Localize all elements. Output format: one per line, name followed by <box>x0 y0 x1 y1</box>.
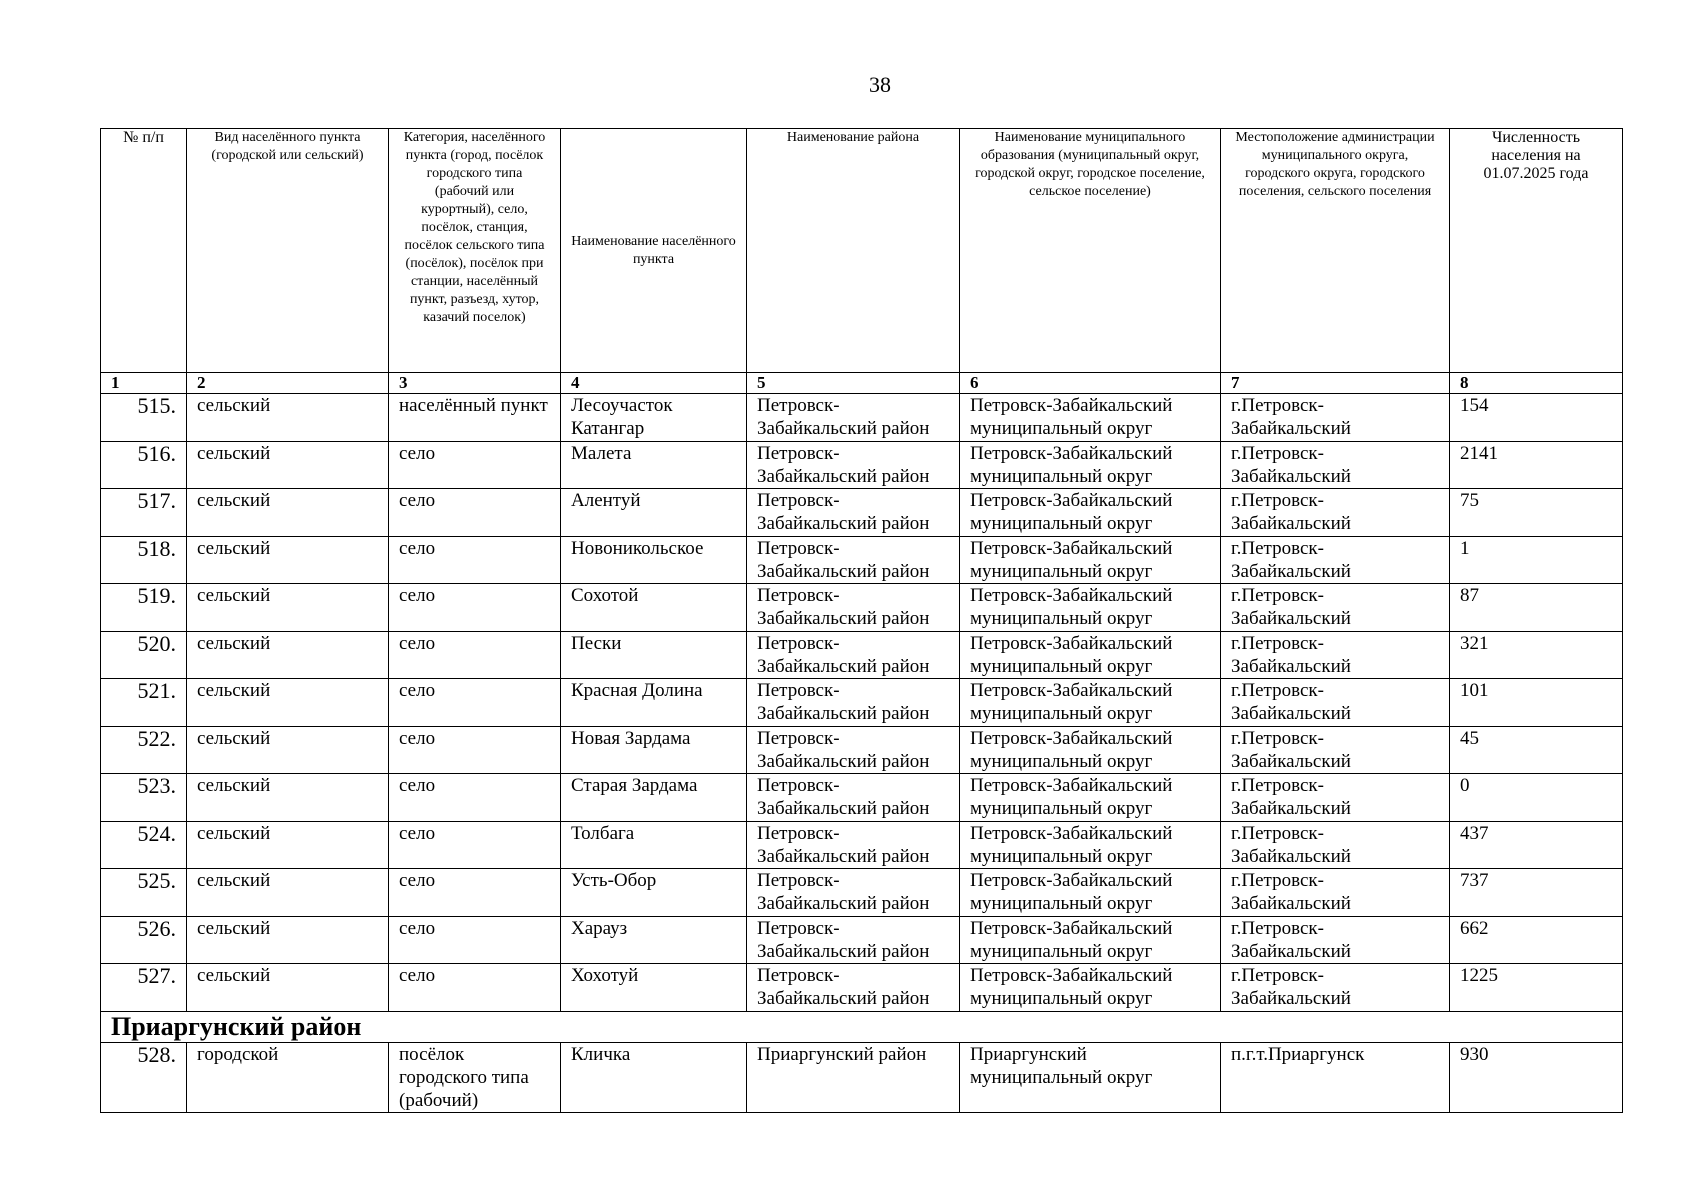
district-name: Петровск-Забайкальский район <box>747 821 960 869</box>
settlement-type: сельский <box>187 489 389 537</box>
municipality-name: Петровск-Забайкальский муниципальный округ <box>960 774 1221 822</box>
population-value: 87 <box>1450 584 1623 632</box>
settlement-category: село <box>389 821 561 869</box>
population-value: 75 <box>1450 489 1623 537</box>
settlement-type: сельский <box>187 916 389 964</box>
header-row <box>101 129 1623 373</box>
settlement-type: сельский <box>187 631 389 679</box>
settlement-name: Новая Зардама <box>561 726 747 774</box>
header-district: Наименование района <box>747 129 960 373</box>
settlement-name: Сохотой <box>561 584 747 632</box>
settlement-name: Хохотуй <box>561 964 747 1012</box>
admin-location: г.Петровск-Забайкальский <box>1221 821 1450 869</box>
header-municipality: Наименование муниципального образования (муниципальный округ, городской округ, городское поселение, сельское поселение) <box>960 129 1221 373</box>
table-row <box>101 916 1623 964</box>
settlement-name: Малета <box>561 441 747 489</box>
settlement-type: сельский <box>187 869 389 917</box>
district-name: Петровск-Забайкальский район <box>747 726 960 774</box>
admin-location: г.Петровск-Забайкальский <box>1221 726 1450 774</box>
settlement-name: Кличка <box>561 1042 747 1112</box>
settlement-category: село <box>389 679 561 727</box>
header-settlement-type: Вид населённого пункта (городской или сельский) <box>187 129 389 373</box>
settlement-category: населённый пункт <box>389 394 561 442</box>
table-row <box>101 964 1623 1012</box>
settlement-name: Алентуй <box>561 489 747 537</box>
table-row <box>101 584 1623 632</box>
admin-location: г.Петровск-Забайкальский <box>1221 679 1450 727</box>
table-row <box>101 394 1623 442</box>
row-number: 518. <box>101 536 187 584</box>
table-row <box>101 774 1623 822</box>
settlement-category: село <box>389 441 561 489</box>
column-number: 7 <box>1221 373 1450 394</box>
settlement-category: село <box>389 869 561 917</box>
admin-location: г.Петровск-Забайкальский <box>1221 536 1450 584</box>
population-value: 662 <box>1450 916 1623 964</box>
district-name: Петровск-Забайкальский район <box>747 964 960 1012</box>
row-number: 519. <box>101 584 187 632</box>
municipality-name: Петровск-Забайкальский муниципальный округ <box>960 536 1221 584</box>
admin-location: г.Петровск-Забайкальский <box>1221 394 1450 442</box>
municipality-name: Петровск-Забайкальский муниципальный округ <box>960 631 1221 679</box>
row-number: 525. <box>101 869 187 917</box>
settlement-name: Харауз <box>561 916 747 964</box>
municipality-name: Петровск-Забайкальский муниципальный округ <box>960 441 1221 489</box>
population-value: 1 <box>1450 536 1623 584</box>
admin-location: г.Петровск-Забайкальский <box>1221 441 1450 489</box>
municipality-name: Петровск-Забайкальский муниципальный округ <box>960 394 1221 442</box>
table-row <box>101 1042 1623 1112</box>
settlement-category: село <box>389 726 561 774</box>
settlement-name: Пески <box>561 631 747 679</box>
population-value: 1225 <box>1450 964 1623 1012</box>
row-number: 520. <box>101 631 187 679</box>
settlement-type: сельский <box>187 441 389 489</box>
admin-location: г.Петровск-Забайкальский <box>1221 631 1450 679</box>
settlement-category: село <box>389 584 561 632</box>
table-row <box>101 441 1623 489</box>
admin-location: г.Петровск-Забайкальский <box>1221 916 1450 964</box>
settlement-name: Лесоучасток Катангар <box>561 394 747 442</box>
column-number: 5 <box>747 373 960 394</box>
population-value: 154 <box>1450 394 1623 442</box>
header-number: № п/п <box>101 129 187 373</box>
column-number: 4 <box>561 373 747 394</box>
settlement-name: Толбага <box>561 821 747 869</box>
district-name: Петровск-Забайкальский район <box>747 394 960 442</box>
column-number: 6 <box>960 373 1221 394</box>
row-number: 522. <box>101 726 187 774</box>
settlement-type: городской <box>187 1042 389 1112</box>
admin-location: г.Петровск-Забайкальский <box>1221 869 1450 917</box>
municipality-name: Петровск-Забайкальский муниципальный округ <box>960 869 1221 917</box>
table-row <box>101 631 1623 679</box>
population-value: 2141 <box>1450 441 1623 489</box>
settlement-category: село <box>389 536 561 584</box>
settlement-type: сельский <box>187 964 389 1012</box>
row-number: 516. <box>101 441 187 489</box>
population-value: 101 <box>1450 679 1623 727</box>
table-row <box>101 679 1623 727</box>
population-value: 321 <box>1450 631 1623 679</box>
settlement-name: Красная Долина <box>561 679 747 727</box>
column-number: 1 <box>101 373 187 394</box>
settlement-category: село <box>389 774 561 822</box>
settlement-category: село <box>389 631 561 679</box>
row-number: 523. <box>101 774 187 822</box>
settlement-name: Новоникольское <box>561 536 747 584</box>
district-name: Петровск-Забайкальский район <box>747 869 960 917</box>
row-number: 517. <box>101 489 187 537</box>
municipality-name: Петровск-Забайкальский муниципальный округ <box>960 584 1221 632</box>
table-row <box>101 726 1623 774</box>
row-number: 526. <box>101 916 187 964</box>
district-name: Петровск-Забайкальский район <box>747 631 960 679</box>
page-number: 38 <box>869 72 891 97</box>
column-numbers-row <box>101 373 1623 394</box>
district-name: Приаргунский район <box>747 1042 960 1112</box>
column-number: 8 <box>1450 373 1623 394</box>
district-name: Петровск-Забайкальский район <box>747 679 960 727</box>
settlement-type: сельский <box>187 774 389 822</box>
settlement-category: село <box>389 489 561 537</box>
header-category: Категория, населённого пункта (город, посёлок городского типа (рабочий или курортный), село, посёлок, станция, посёлок сельского типа (посёлок), посёлок при станции, населённый пункт, разъезд, хутор, казачий поселок) <box>389 129 561 373</box>
district-name: Петровск-Забайкальский район <box>747 489 960 537</box>
settlements-table <box>100 128 1623 1113</box>
header-admin-location: Местоположение администрации муниципального округа, городского округа, городского поселения, сельского поселения <box>1221 129 1450 373</box>
population-value: 0 <box>1450 774 1623 822</box>
settlement-category: посёлок городского типа (рабочий) <box>389 1042 561 1112</box>
admin-location: г.Петровск-Забайкальский <box>1221 489 1450 537</box>
settlement-type: сельский <box>187 584 389 632</box>
settlement-category: село <box>389 964 561 1012</box>
section-header-row <box>101 1011 1623 1042</box>
settlement-type: сельский <box>187 536 389 584</box>
table-row <box>101 536 1623 584</box>
population-value: 437 <box>1450 821 1623 869</box>
admin-location: г.Петровск-Забайкальский <box>1221 584 1450 632</box>
district-name: Петровск-Забайкальский район <box>747 916 960 964</box>
settlement-type: сельский <box>187 679 389 727</box>
settlement-category: село <box>389 916 561 964</box>
municipality-name: Петровск-Забайкальский муниципальный округ <box>960 489 1221 537</box>
header-settlement-name: Наименование населённого пункта <box>561 129 747 373</box>
row-number: 515. <box>101 394 187 442</box>
row-number: 527. <box>101 964 187 1012</box>
row-number: 528. <box>101 1042 187 1112</box>
settlement-type: сельский <box>187 821 389 869</box>
municipality-name: Петровск-Забайкальский муниципальный округ <box>960 679 1221 727</box>
table-row <box>101 869 1623 917</box>
settlement-type: сельский <box>187 726 389 774</box>
row-number: 521. <box>101 679 187 727</box>
section-title: Приаргунский район <box>101 1011 1623 1042</box>
municipality-name: Приаргунский муниципальный округ <box>960 1042 1221 1112</box>
settlement-type: сельский <box>187 394 389 442</box>
column-number: 2 <box>187 373 389 394</box>
admin-location: г.Петровск-Забайкальский <box>1221 964 1450 1012</box>
municipality-name: Петровск-Забайкальский муниципальный округ <box>960 726 1221 774</box>
row-number: 524. <box>101 821 187 869</box>
admin-location: п.г.т.Приаргунск <box>1221 1042 1450 1112</box>
column-number: 3 <box>389 373 561 394</box>
population-value: 737 <box>1450 869 1623 917</box>
table-row <box>101 821 1623 869</box>
district-name: Петровск-Забайкальский район <box>747 774 960 822</box>
district-name: Петровск-Забайкальский район <box>747 584 960 632</box>
municipality-name: Петровск-Забайкальский муниципальный округ <box>960 964 1221 1012</box>
district-name: Петровск-Забайкальский район <box>747 441 960 489</box>
settlement-name: Старая Зардама <box>561 774 747 822</box>
header-population: Численность населения на 01.07.2025 года <box>1450 129 1623 373</box>
population-value: 45 <box>1450 726 1623 774</box>
district-name: Петровск-Забайкальский район <box>747 536 960 584</box>
municipality-name: Петровск-Забайкальский муниципальный округ <box>960 821 1221 869</box>
admin-location: г.Петровск-Забайкальский <box>1221 774 1450 822</box>
municipality-name: Петровск-Забайкальский муниципальный округ <box>960 916 1221 964</box>
settlement-name: Усть-Обор <box>561 869 747 917</box>
table-row <box>101 489 1623 537</box>
population-value: 930 <box>1450 1042 1623 1112</box>
